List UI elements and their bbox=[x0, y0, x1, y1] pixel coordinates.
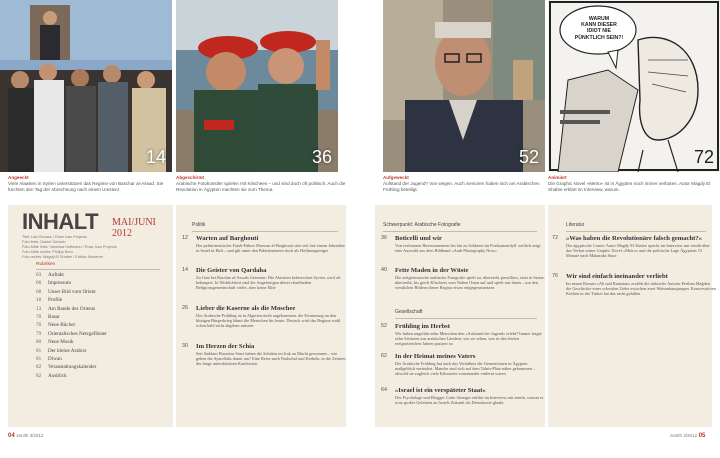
section-heading-gesellschaft: Gesellschaft bbox=[395, 309, 423, 315]
list-item[interactable]: 70 Basar bbox=[36, 314, 60, 321]
caption-text: Viele Alawiten in Syrien unterstützen das Regime von Baschar al-Assad. Sie fürchten den Tag der Abrechnung nach einem Umsturz. bbox=[8, 181, 164, 192]
section-heading-literatur: Literatur bbox=[566, 222, 585, 228]
list-item[interactable]: 79 Orientalisches Netzgeflüster bbox=[36, 330, 107, 337]
toc-column-rubriken bbox=[8, 205, 173, 427]
speech-line-2: KANN DIESER bbox=[581, 22, 617, 29]
toc-column-literatur bbox=[548, 205, 716, 427]
photo-crowd bbox=[0, 0, 172, 172]
list-item[interactable]: 06 Impressum bbox=[36, 280, 72, 287]
toc-entry[interactable]: 26 Lieber die Kaserne als die Moschee Der Arabische Frühling ist in Algerien nicht angekommen, die Erinnerung an den blutigen Bürgerkrieg lähmt die Menschen bis heute. Deutsch wird das Regime wohl schon bald nicht abgeben müssen bbox=[182, 305, 341, 329]
credit-line: Foto links: Daniel Gerlach bbox=[22, 240, 66, 244]
divider bbox=[192, 231, 338, 232]
speech-bubble bbox=[568, 16, 630, 41]
photo-soldiers bbox=[176, 0, 338, 172]
caption-title: Angeeckt bbox=[8, 175, 29, 180]
magazine-name-left: zenith 3/2012 bbox=[16, 433, 44, 438]
toc-entry[interactable]: 64 »Israel ist ein verspäteter Staat« Der Psychologe und Blogger Carlo Strenger erklärt im Interview mit zenith, warum er trotz großer Gefahren an Israels Zukunft als Demokratie glaubt bbox=[381, 387, 544, 406]
divider bbox=[383, 231, 537, 232]
caption-title: Aufgeweckt bbox=[383, 175, 409, 180]
toc-entry[interactable]: 52 Frühling im Herbst Wir haben ungefähr zehn Menschen den »Aufstand der Jugend« erlebt? Immer fragte zehn Senioren aus arabischen Ländern, wie sie sehen, was in den letzten ereignisreichen Jahren passiert ist bbox=[381, 323, 542, 347]
page-number-14: 14 bbox=[145, 147, 166, 167]
caption-text: Aufstand der Jugend? Von wegen. Auch Senioren haben sich am Arabischen Frühling beteiligt. bbox=[383, 181, 540, 192]
page-folio-left: 04 bbox=[8, 433, 15, 439]
toc-area bbox=[0, 205, 720, 458]
rubriken-list bbox=[36, 271, 107, 406]
footer-right bbox=[670, 433, 705, 439]
list-item[interactable] bbox=[36, 389, 107, 397]
caption-animiert bbox=[548, 175, 716, 193]
caption-title: Animiert bbox=[548, 175, 567, 180]
caption-aufgeweckt bbox=[383, 175, 543, 193]
toc-title: INHALT bbox=[22, 209, 99, 234]
toc-entry[interactable]: 40 Fette Maden in der Wüste Die zeitgenössische arabische Fotografie spielt zu, überzieht, persifliert, setzt in Szene, übertreibt, bis greift Klischees vom Nahen Osten auf und spielt mit ihnen – um den westlichen Bildern dieser Region etwas entgegenzusetzen bbox=[381, 267, 545, 291]
page-number-72: 72 bbox=[693, 147, 714, 167]
caption-angeeckt bbox=[8, 175, 173, 193]
list-item[interactable]: 76 Neue Bücher bbox=[36, 322, 76, 329]
photo-credits bbox=[22, 235, 117, 260]
section-heading-rubriken: Rubriken bbox=[36, 262, 56, 267]
toc-entry[interactable]: 30 Im Herzen der Schia Seit Saddam Husseins Sturz haben die Schiiten im Irak an Macht gewonnen – wie gehen die Ayatollahs damit um? Eine Reise nach Nadschaf und Kerbela, in die Zentren der lange unterdrückten Konfession bbox=[182, 343, 346, 367]
caption-text: Arabische Fotokünstler spielen mit Klischees – und sind doch oft politisch. Auch die Revolution in Ägypten machten sie zum Thema. bbox=[176, 181, 346, 192]
speech-line-1: WARUM bbox=[588, 16, 610, 22]
section-heading-politik: Politik bbox=[192, 222, 206, 228]
caption-text: Die Graphic Novel »Metro« ist in Ägypten noch immer verboten. Autor Magdy El Shafee erklärt im Interview, warum. bbox=[548, 181, 711, 192]
toc-entry[interactable]: 12 Warten auf Barghouti Der palästinensische Fatah-Führer Marwan al-Barghouti sitzt seit fast einem Jahrzehnt in Israel in Haft – und gilt unter den Palästinensern doch als Hoffnungsträger bbox=[182, 235, 345, 254]
page-number-36: 36 bbox=[311, 147, 332, 167]
list-item[interactable] bbox=[36, 380, 107, 388]
list-item[interactable] bbox=[36, 397, 107, 405]
list-item[interactable]: 82 Ausblick bbox=[36, 372, 67, 379]
divider bbox=[36, 269, 160, 270]
list-item[interactable]: 81 Diwan bbox=[36, 356, 62, 363]
section-heading-schwerpunkt: Schwerpunkt: Arabische Fotografie bbox=[383, 222, 461, 228]
magazine-name-right: zenith 3/2012 bbox=[670, 433, 698, 438]
list-item[interactable]: 10 Profile bbox=[36, 297, 63, 304]
toc-entry[interactable]: 14 Die Geister von Qardaha Zu Gast bei Baschar al-Assads Getreuen: Die Alawiten beherrschen Syrien, wird oft behauptet. In Wirklichkeit sind die Angehörigen dieser rätselhaften Religionsgemeinschaft vieles, aber keine Elite bbox=[182, 267, 341, 291]
caption-title: Abgeschirmt bbox=[176, 175, 205, 180]
issue-date: MAI/JUNI 2012 bbox=[112, 217, 156, 239]
list-item[interactable]: 80 Neue Musik bbox=[36, 339, 74, 346]
divider bbox=[566, 231, 706, 232]
divider bbox=[395, 318, 537, 319]
toc-entry[interactable]: 36 Boticelli und wir Von verlorenen Havemomenten bis hin zu Soldaten im Postkartenidyll: zeitlich zeigt eine Auswahl aus dem Bildband »Arab Photography Now« bbox=[381, 235, 541, 254]
page-number-52: 52 bbox=[518, 147, 539, 167]
toc-column-schwerpunkt bbox=[375, 205, 545, 427]
speech-line-3: IDIOT NIE bbox=[587, 28, 611, 35]
credit-line: Titel: Lalo Escaso / Rose Ivan Projects bbox=[22, 235, 87, 239]
speech-line-4: PÜNKTLICH SEIN?! bbox=[574, 34, 624, 41]
list-item[interactable]: 03 Auftakt bbox=[36, 272, 64, 278]
page-folio-right: 05 bbox=[698, 433, 706, 439]
list-item[interactable]: 08 Unser Bild vom Orient bbox=[36, 288, 96, 295]
caption-abgeschirmt bbox=[176, 175, 346, 193]
credit-line: Foto Mitte rechts: Philipp Breu bbox=[22, 250, 73, 254]
toc-column-politik bbox=[176, 205, 346, 427]
credit-line: Foto rechts: Magdy El Shafee / Edition Moderne bbox=[22, 255, 103, 259]
photo-comic bbox=[548, 0, 720, 172]
photo-portrait bbox=[383, 0, 545, 172]
list-item[interactable]: 82 Veranstaltungskalender bbox=[36, 364, 97, 371]
toc-entry[interactable]: 62 In der Heimat meines Vaters Der Arabische Frühling hat auch das Verhältnis der Generationen in Ägypten maßgeblich verändert. Manche sind sich auf dem Tahrir-Platz näher gekommen – obwohl sie zugleich viele Kilometer voneinander entfernt waren bbox=[381, 353, 535, 377]
list-item[interactable]: 81 Der kleine Arabist bbox=[36, 347, 87, 354]
footer-left bbox=[8, 433, 43, 439]
toc-entry[interactable]: 72 »Was haben die Revolutionäre falsch gemacht?« Der ägyptische Comic-Autor Magdy El Shafee spricht im Interview mit zenith über das Verbot seiner Graphic Novel »Metro« und die politische Lage Ägyptens 15 Monate nach Mubaraks Sturz bbox=[552, 235, 710, 259]
toc-entry[interactable]: 76 Wir sind einfach ineinander verliebt Im neuen Roman »Ali und Ramatan« erzählt die türkische Autorin Perihan Mağden die Geschichte einer schwulen Liebe zwischen zwei Waisenhausjungen. Konservativen Kräften in der Türkei hat das nicht gefallen bbox=[552, 273, 716, 297]
list-item[interactable]: 13 Am Rande des Orients bbox=[36, 305, 96, 312]
credit-line: Foto Mitte links: Vanessa Hoffmann / Rose Ivan Projects bbox=[22, 245, 117, 249]
